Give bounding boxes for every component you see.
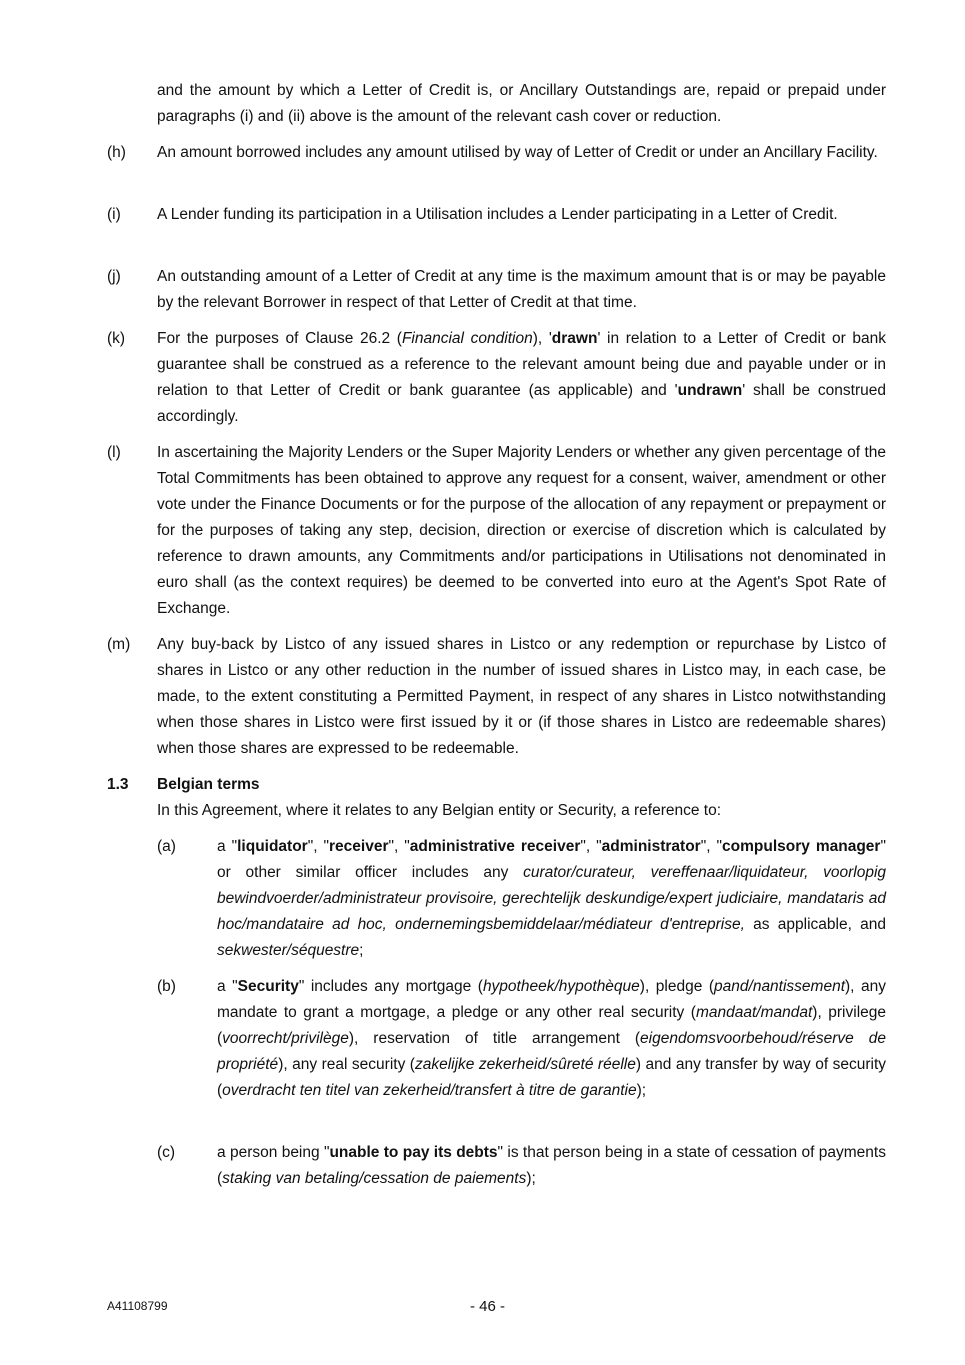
item-text-m: Any buy-back by Listco of any issued shares in Listco or any redemption or repurchase by Listco of shares in Listco or any other reduction in the number of issued shares in Listco may, in each case, be made, to the extent constituting a Permitted Payment, in respect of any shares in Listco notwithstanding when those shares in Listco were first issued by it or (if those shares in Listco are redeemable shares) when those shares are expressed to be redeemable.	[157, 636, 886, 757]
section-intro: In this Agreement, where it relates to any Belgian entity or Security, a reference to:	[157, 802, 722, 819]
sub-label-b: (b)	[157, 978, 176, 995]
continuation-paragraph: and the amount by which a Letter of Credit is, or Ancillary Outstandings are, repaid or prepaid under paragraphs (i) and (ii) above is the amount of the relevant cash cover or reduction.	[157, 82, 886, 125]
sub-label-c: (c)	[157, 1144, 176, 1161]
document-reference: A41108799	[107, 1299, 168, 1313]
item-label-i: (i)	[107, 206, 121, 223]
item-text-j: An outstanding amount of a Letter of Credit at any time is the maximum amount that is or may be payable by the relevant Borrower in respect of that Letter of Credit at that time.	[157, 268, 886, 311]
sub-label-a: (a)	[157, 838, 176, 855]
sub-text-c: a person being "unable to pay its debts" is that person being in a state of cessation of payments (staking van betaling/cessation de paiements);	[217, 1144, 886, 1187]
defined-term-drawn: drawn	[551, 330, 598, 347]
item-label-l: (l)	[107, 444, 121, 461]
item-label-m: (m)	[107, 636, 131, 653]
item-label-h: (h)	[107, 144, 126, 161]
page-number: - 46 -	[470, 1298, 506, 1315]
item-text-l: In ascertaining the Majority Lenders or the Super Majority Lenders or whether any given percentage of the Total Commitments has been obtained to approve any request for a consent, waiver, amendment or other vote under the Finance Documents or for the purpose of the allocation of any repayment or prepayment or for the purposes of taking any step, decision, direction or exercise of discretion which is calculated by reference to drawn amounts, any Commitments and/or participations in Utilisations not denominated in euro shall (as the context requires) be deemed to be converted into euro at the Agent's Spot Rate of Exchange.	[157, 444, 886, 617]
section-title: Belgian terms	[157, 776, 260, 793]
item-label-k: (k)	[107, 330, 126, 347]
item-text-h: An amount borrowed includes any amount utilised by way of Letter of Credit or under an Ancillary Facility.	[157, 144, 878, 161]
item-text-k: For the purposes of Clause 26.2 (Financial condition), 'drawn' in relation to a Letter of Credit or bank guarantee shall be construed as a reference to the relevant amount being due and payable under or in relation to that Letter of Credit or bank guarantee (as applicable) and 'undrawn' shall be construed accordingly.	[157, 330, 886, 425]
sub-text-a: a "liquidator", "receiver", "administrative receiver", "administrator", "compulsory manager" or other similar officer includes any curator/curateur, vereffenaar/liquidateur, voorlopig bewindvoerder/administrateur provisoire, gerechtelijk deskundige/expert judiciaire, mandataris ad hoc/mandataire ad hoc, ondernemingsbemiddelaar/médiateur d'entreprise, as applicable, and sekwester/séquestre;	[217, 838, 887, 959]
section-number: 1.3	[107, 776, 129, 793]
defined-term-undrawn: undrawn	[677, 382, 743, 399]
item-text-i: A Lender funding its participation in a Utilisation includes a Lender participating in a Letter of Credit.	[157, 206, 838, 223]
sub-text-b: a "Security" includes any mortgage (hypotheek/hypothèque), pledge (pand/nantissement), any mandate to grant a mortgage, a pledge or any other real security (mandaat/mandat), privilege (voorrecht/privilège), reservation of title arrangement (eigendomsvoorbehoud/réserve de propriété), any real security (zakelijke zekerheid/sûreté réelle) and any transfer by way of security (overdracht ten titel van zekerheid/transfert à titre de garantie);	[217, 978, 886, 1099]
item-label-j: (j)	[107, 268, 121, 285]
